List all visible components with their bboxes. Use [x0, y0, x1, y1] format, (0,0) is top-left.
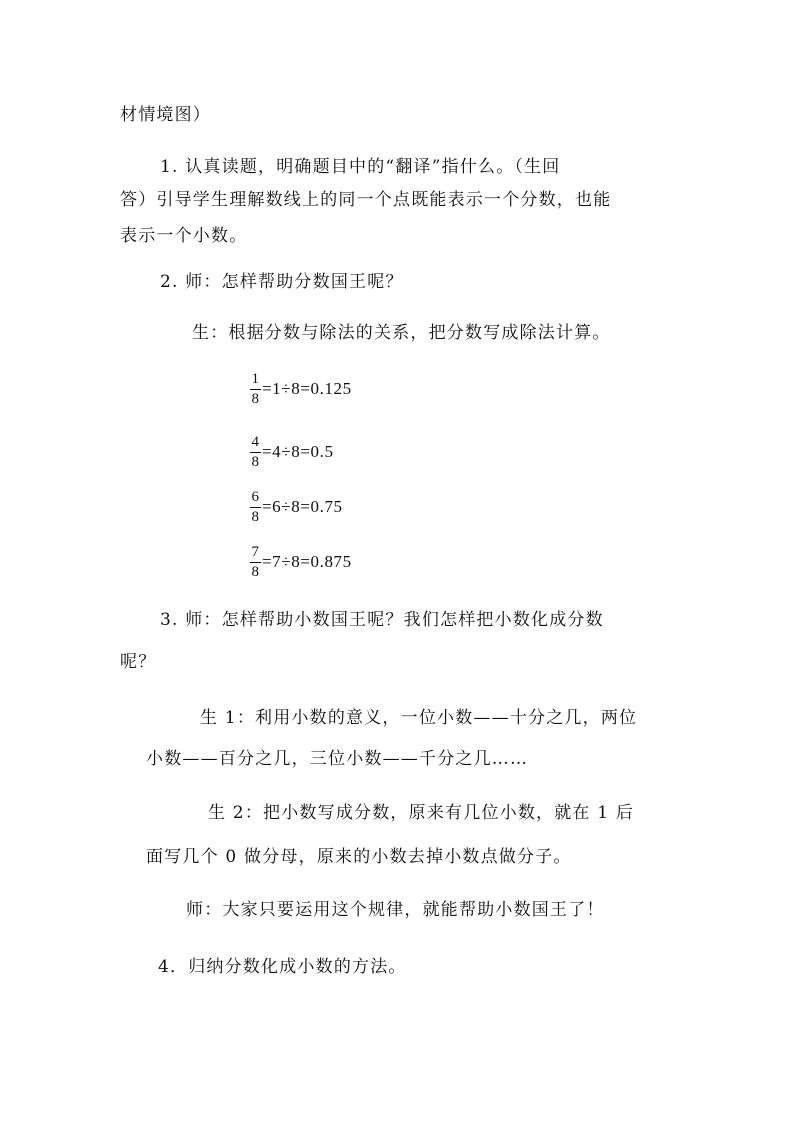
- equation-3: [250, 484, 343, 530]
- fraction-denominator: 8: [251, 453, 260, 470]
- student-2-line-1: 生 2：把小数写成分数，原来有几位小数，就在 1 后: [208, 803, 635, 823]
- equation-1: [250, 366, 352, 412]
- teacher-summary: 师：大家只要运用这个规律，就能帮助小数国王了！: [186, 900, 605, 920]
- step-2-line: 2. 师：怎样帮助分数国王呢？: [160, 272, 404, 292]
- fraction-numerator: 7: [251, 543, 260, 560]
- student-1-line-2: 小数——百分之几，三位小数——千分之几……: [146, 749, 529, 769]
- student-1-line-1: 生 1：利用小数的意义，一位小数——十分之几，两位: [200, 708, 638, 728]
- step-4-line: 4．归纳分数化成小数的方法。: [158, 957, 407, 977]
- step-1-line-2: 答）引导学生理解数线上的同一个点既能表示一个分数，也能: [120, 190, 612, 210]
- fraction: [250, 489, 261, 526]
- fraction: [250, 371, 261, 408]
- fraction-numerator: 4: [251, 433, 260, 450]
- equation-2: [250, 429, 334, 475]
- fraction: [250, 434, 261, 471]
- step-1-line-3: 表示一个小数。: [120, 226, 248, 246]
- text-line-context: 材情境图）: [120, 105, 211, 125]
- fraction-denominator: 8: [251, 508, 260, 525]
- fraction-denominator: 8: [251, 390, 260, 407]
- fraction-numerator: 1: [251, 370, 260, 387]
- equation-expression: =7÷8=0.875: [262, 552, 352, 571]
- equation-expression: =4÷8=0.5: [262, 442, 334, 461]
- step-3-line-1: 3. 师：怎样帮助小数国王呢？我们怎样把小数化成分数: [160, 610, 604, 630]
- equation-expression: =6÷8=0.75: [262, 497, 343, 516]
- fraction-numerator: 6: [251, 488, 260, 505]
- step-1-line-1: 1. 认真读题，明确题目中的“翻译”指什么。（生回: [160, 157, 561, 177]
- equation-expression: =1÷8=0.125: [262, 379, 352, 398]
- equation-4: [250, 539, 352, 585]
- student-2-line-2: 面写几个 0 做分母，原来的小数去掉小数点做分子。: [146, 847, 572, 867]
- student-answer-division: 生：根据分数与除法的关系，把分数写成除法计算。: [192, 323, 611, 343]
- step-3-line-2: 呢？: [120, 652, 157, 672]
- fraction-denominator: 8: [251, 563, 260, 580]
- fraction: [250, 544, 261, 581]
